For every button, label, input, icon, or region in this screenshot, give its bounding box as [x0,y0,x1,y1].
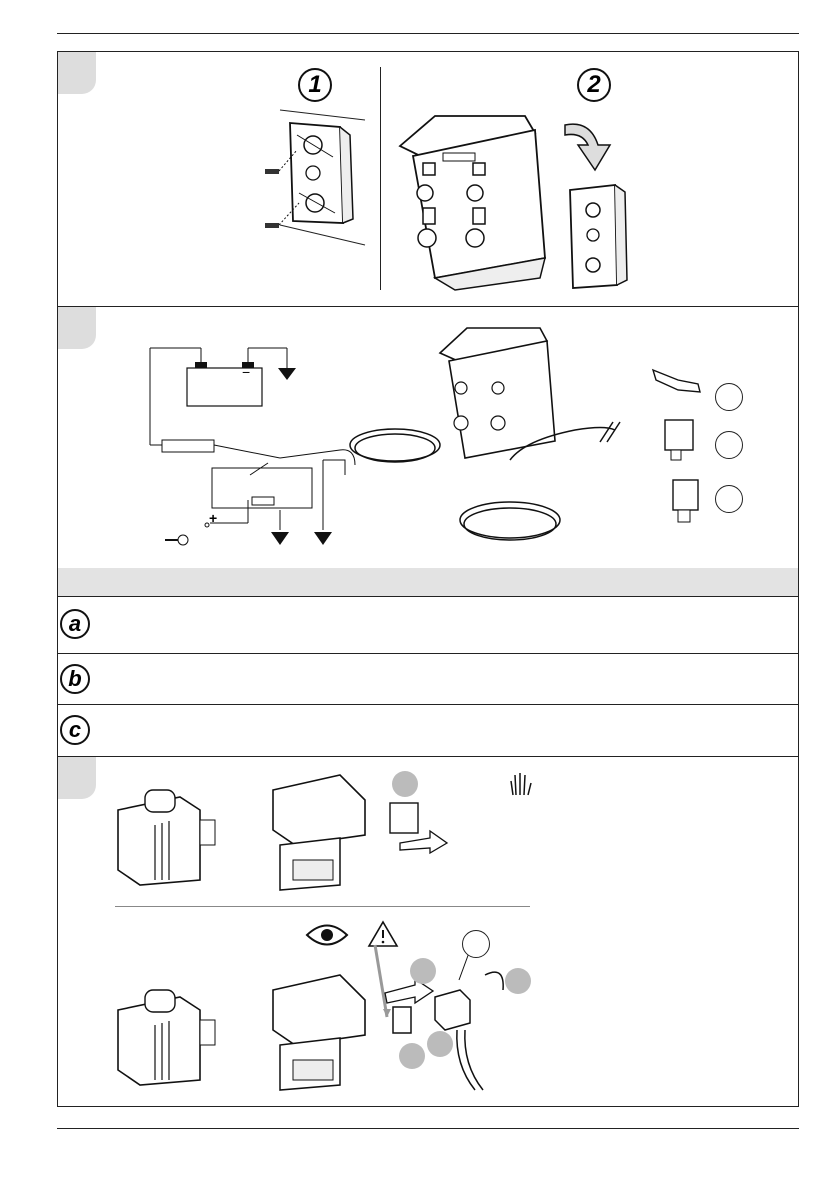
section-tab [58,52,96,94]
ground-icon [278,368,296,380]
ground-icon [271,532,289,545]
section-tab [58,757,96,799]
control-box-illustration [395,108,555,293]
option-row-b [57,653,799,705]
option-row-a [57,596,799,654]
callout-circle [715,485,743,513]
battery-minus-label: − [242,364,251,380]
callout-dot [505,968,531,994]
hand-icon [505,767,537,799]
connector-socket-illustration [663,475,708,530]
solenoid-coil-illustration [110,785,225,890]
options-header-band [57,568,799,596]
connector-socket-illustration [655,415,700,465]
callout-dot [399,1043,425,1069]
step-number-2: 2 [577,68,611,102]
ignition-plus-label: + [209,510,218,526]
callout-dot [392,771,418,797]
key-icon [165,535,188,545]
valve-actuator-illustration [265,970,380,1095]
ground-icon [314,532,332,545]
bracket-mounting-illustration [255,105,370,250]
valve-actuator-illustration [265,770,380,895]
bracket-illustration [565,180,635,295]
solenoid-coil-illustration [110,985,225,1090]
plug-removal-illustration [385,798,455,858]
arrow-curved-icon [560,120,620,175]
option-letter-b: b [60,664,90,694]
callout-circle [462,930,490,958]
step-divider [380,67,381,290]
connector-plug-illustration [648,362,708,397]
eye-icon [305,922,349,948]
step-number-1: 1 [298,68,332,102]
callout-circle [715,383,743,411]
callout-dot [410,958,436,984]
option-row-c [57,704,799,757]
callout-dot [427,1031,453,1057]
top-rule [57,33,799,34]
option-letter-a: a [60,609,90,639]
bottom-rule [57,1128,799,1129]
warning-icon [367,920,399,948]
cable-coil [455,420,645,560]
callout-circle [715,431,743,459]
section-tab [58,307,96,349]
valve-divider [115,906,530,907]
connector-removal-illustration [375,945,535,1095]
option-letter-c: c [60,715,90,745]
